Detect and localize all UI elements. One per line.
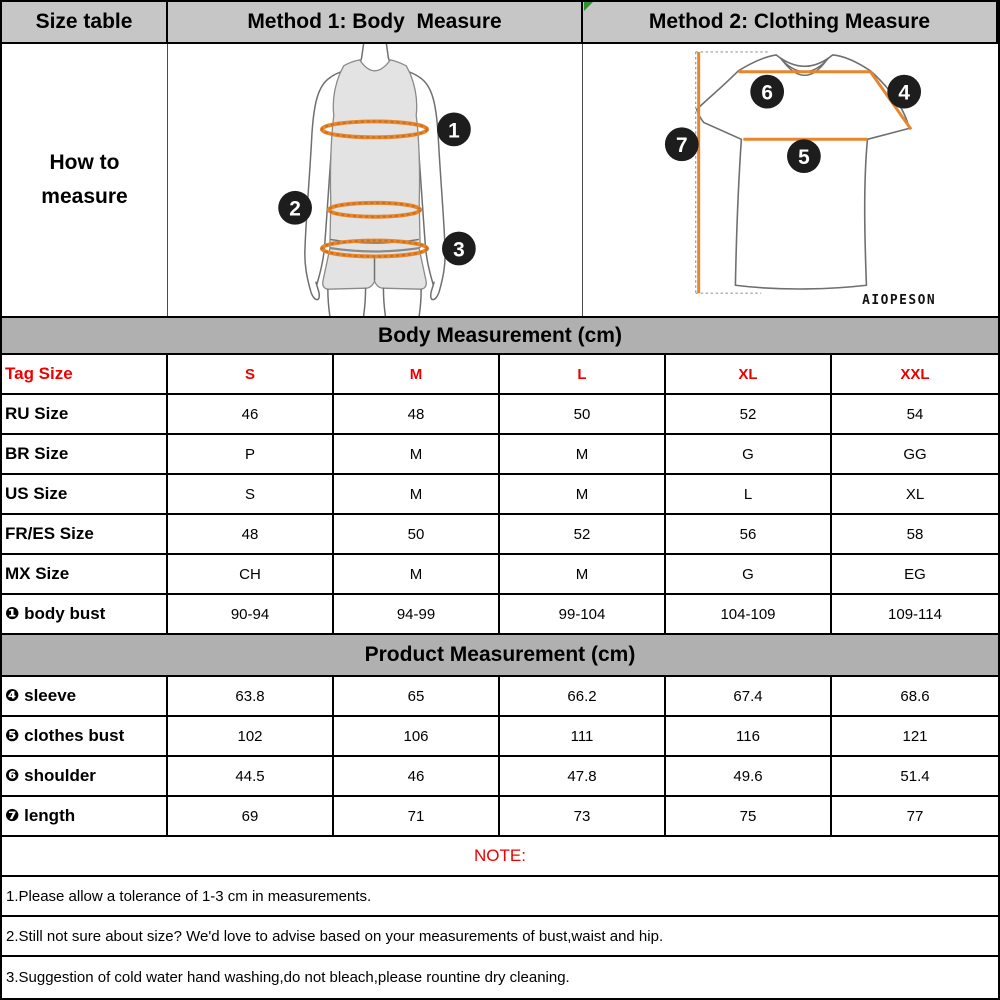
table-cell: 109-114 <box>832 595 998 633</box>
table-cell: 51.4 <box>832 757 998 795</box>
table-cell: 50 <box>334 515 500 553</box>
table-cell: 116 <box>666 717 832 755</box>
table-cell: 90-94 <box>168 595 334 633</box>
note-item-1: 1.Please allow a tolerance of 1-3 cm in measurements. <box>2 877 998 917</box>
svg-text:7: 7 <box>676 134 688 158</box>
table-cell: 48 <box>168 515 334 553</box>
brand-text: AIOPESON <box>862 293 937 309</box>
table-cell: 75 <box>666 797 832 835</box>
table-cell: GG <box>832 435 998 473</box>
table-cell: 63.8 <box>168 677 334 715</box>
table-cell: 67.4 <box>666 677 832 715</box>
note-item-2: 2.Still not sure about size? We'd love to advise based on your measurements of bust,waist and hip. <box>2 917 998 957</box>
row-label: FR/ES Size <box>2 515 168 553</box>
row-label: Tag Size <box>2 355 168 393</box>
clothes-bust-marker <box>787 139 821 173</box>
size-table-header: Size table <box>2 2 168 42</box>
table-cell: 102 <box>168 717 334 755</box>
table-cell: M <box>334 555 500 593</box>
table-cell: M <box>500 475 666 513</box>
table-row-length <box>2 797 998 837</box>
table-cell: 44.5 <box>168 757 334 795</box>
svg-text:4: 4 <box>898 81 910 105</box>
method2-header: Method 2: Clothing Measure <box>583 2 998 42</box>
table-cell: XL <box>832 475 998 513</box>
table-row-ru-size <box>2 395 998 435</box>
table-cell: G <box>666 435 832 473</box>
body-measurement-title: Body Measurement (cm) <box>2 318 998 355</box>
table-cell: 77 <box>832 797 998 835</box>
table-cell: 52 <box>666 395 832 433</box>
table-cell: 111 <box>500 717 666 755</box>
method1-header: Method 1: Body Measure <box>168 2 583 42</box>
table-row-body-bust <box>2 595 998 635</box>
row-label: RU Size <box>2 395 168 433</box>
cell-corner-marker <box>584 2 593 11</box>
product-measurement-title: Product Measurement (cm) <box>2 635 998 677</box>
table-cell: 65 <box>334 677 500 715</box>
table-row-fres-size <box>2 515 998 555</box>
table-cell: 69 <box>168 797 334 835</box>
table-cell: 50 <box>500 395 666 433</box>
row-label: MX Size <box>2 555 168 593</box>
table-row-mx-size <box>2 555 998 595</box>
top-header-row <box>2 2 998 44</box>
table-cell: 47.8 <box>500 757 666 795</box>
row-label: ❼ length <box>2 797 168 835</box>
table-row-clothes-bust <box>2 717 998 757</box>
svg-text:6: 6 <box>761 81 773 105</box>
table-cell: M <box>334 435 500 473</box>
table-cell: 52 <box>500 515 666 553</box>
row-label: ❹ sleeve <box>2 677 168 715</box>
table-cell: P <box>168 435 334 473</box>
row-label: BR Size <box>2 435 168 473</box>
table-cell: 56 <box>666 515 832 553</box>
svg-text:5: 5 <box>798 146 810 170</box>
table-cell: 94-99 <box>334 595 500 633</box>
table-row-us-size <box>2 475 998 515</box>
tshirt-illustration <box>583 44 998 316</box>
table-cell: M <box>500 435 666 473</box>
table-cell: 104-109 <box>666 595 832 633</box>
note-title: NOTE: <box>2 837 998 877</box>
table-cell: M <box>334 355 500 393</box>
length-marker <box>665 127 699 161</box>
table-row-br-size <box>2 435 998 475</box>
table-cell: 48 <box>334 395 500 433</box>
sleeve-marker <box>887 75 921 109</box>
table-cell: M <box>500 555 666 593</box>
row-label: ❺ clothes bust <box>2 717 168 755</box>
table-cell: M <box>334 475 500 513</box>
svg-text:2: 2 <box>289 197 301 221</box>
row-label: ❻ shoulder <box>2 757 168 795</box>
table-cell: 54 <box>832 395 998 433</box>
how-to-measure-line1: How to <box>49 151 120 174</box>
table-cell: EG <box>832 555 998 593</box>
table-cell: 66.2 <box>500 677 666 715</box>
table-cell: XL <box>666 355 832 393</box>
table-cell: 71 <box>334 797 500 835</box>
table-cell: 49.6 <box>666 757 832 795</box>
clothing-measure-diagram <box>583 44 998 316</box>
table-cell: 73 <box>500 797 666 835</box>
table-cell: S <box>168 475 334 513</box>
how-to-measure-cell <box>2 44 168 316</box>
table-cell: S <box>168 355 334 393</box>
table-cell: 68.6 <box>832 677 998 715</box>
table-cell: G <box>666 555 832 593</box>
diagram-row <box>2 44 998 318</box>
table-cell: L <box>500 355 666 393</box>
body-figure-illustration <box>168 44 582 316</box>
table-row-shoulder <box>2 757 998 797</box>
table-row-tag-size <box>2 355 998 395</box>
table-cell: XXL <box>832 355 998 393</box>
svg-text:1: 1 <box>448 119 460 143</box>
table-row-sleeve <box>2 677 998 717</box>
table-cell: 99-104 <box>500 595 666 633</box>
bust-marker <box>437 112 471 146</box>
row-label: US Size <box>2 475 168 513</box>
table-cell: L <box>666 475 832 513</box>
hip-marker <box>442 232 476 266</box>
waist-marker <box>278 191 312 225</box>
table-cell: CH <box>168 555 334 593</box>
note-item-3: 3.Suggestion of cold water hand washing,do not bleach,please rountine dry cleaning. <box>2 957 998 997</box>
table-cell: 121 <box>832 717 998 755</box>
table-cell: 46 <box>168 395 334 433</box>
body-measure-diagram <box>168 44 583 316</box>
row-label: ❶ body bust <box>2 595 168 633</box>
svg-text:3: 3 <box>453 238 465 262</box>
table-cell: 46 <box>334 757 500 795</box>
table-cell: 106 <box>334 717 500 755</box>
how-to-measure-line2: measure <box>41 185 128 208</box>
shoulder-marker <box>750 75 784 109</box>
table-cell: 58 <box>832 515 998 553</box>
